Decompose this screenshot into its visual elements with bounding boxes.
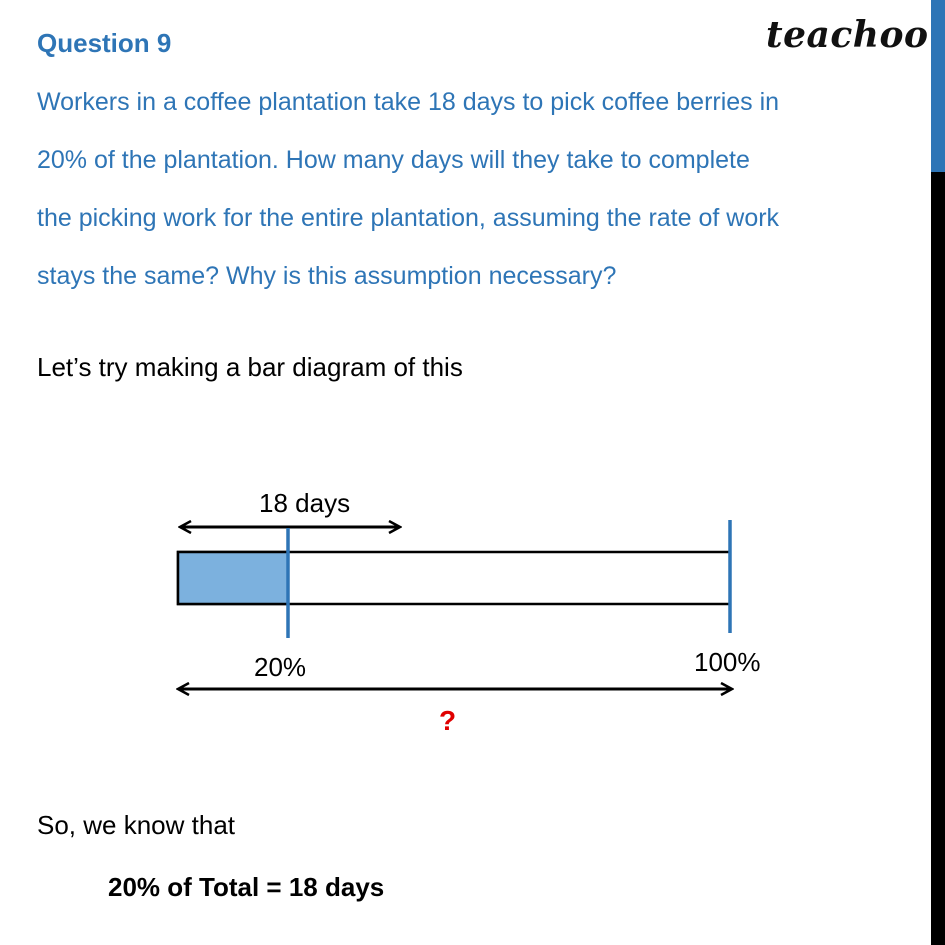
conclusion-lead-text: So, we know that [37, 810, 235, 840]
filled-portion [178, 552, 288, 604]
intro-text: Let’s try making a bar diagram of this [37, 352, 463, 382]
unknown-question-mark: ? [439, 705, 457, 736]
question-line-2: 20% of the plantation. How many days will they take to complete [37, 146, 750, 174]
question-line-4: stays the same? Why is this assumption necessary? [37, 262, 617, 290]
equation-text: 20% of Total = 18 days [108, 872, 385, 902]
days-label: 18 days [259, 488, 351, 518]
label-20-percent: 20% [254, 652, 307, 682]
teachoo-logo: teachoo [766, 14, 929, 56]
label-100-percent: 100% [694, 647, 761, 677]
question-line-3: the picking work for the entire plantation, assuming the rate of work [37, 204, 780, 232]
question-title: Question 9 [37, 28, 172, 58]
question-line-1: Workers in a coffee plantation take 18 days to pick coffee berries in [37, 88, 780, 116]
